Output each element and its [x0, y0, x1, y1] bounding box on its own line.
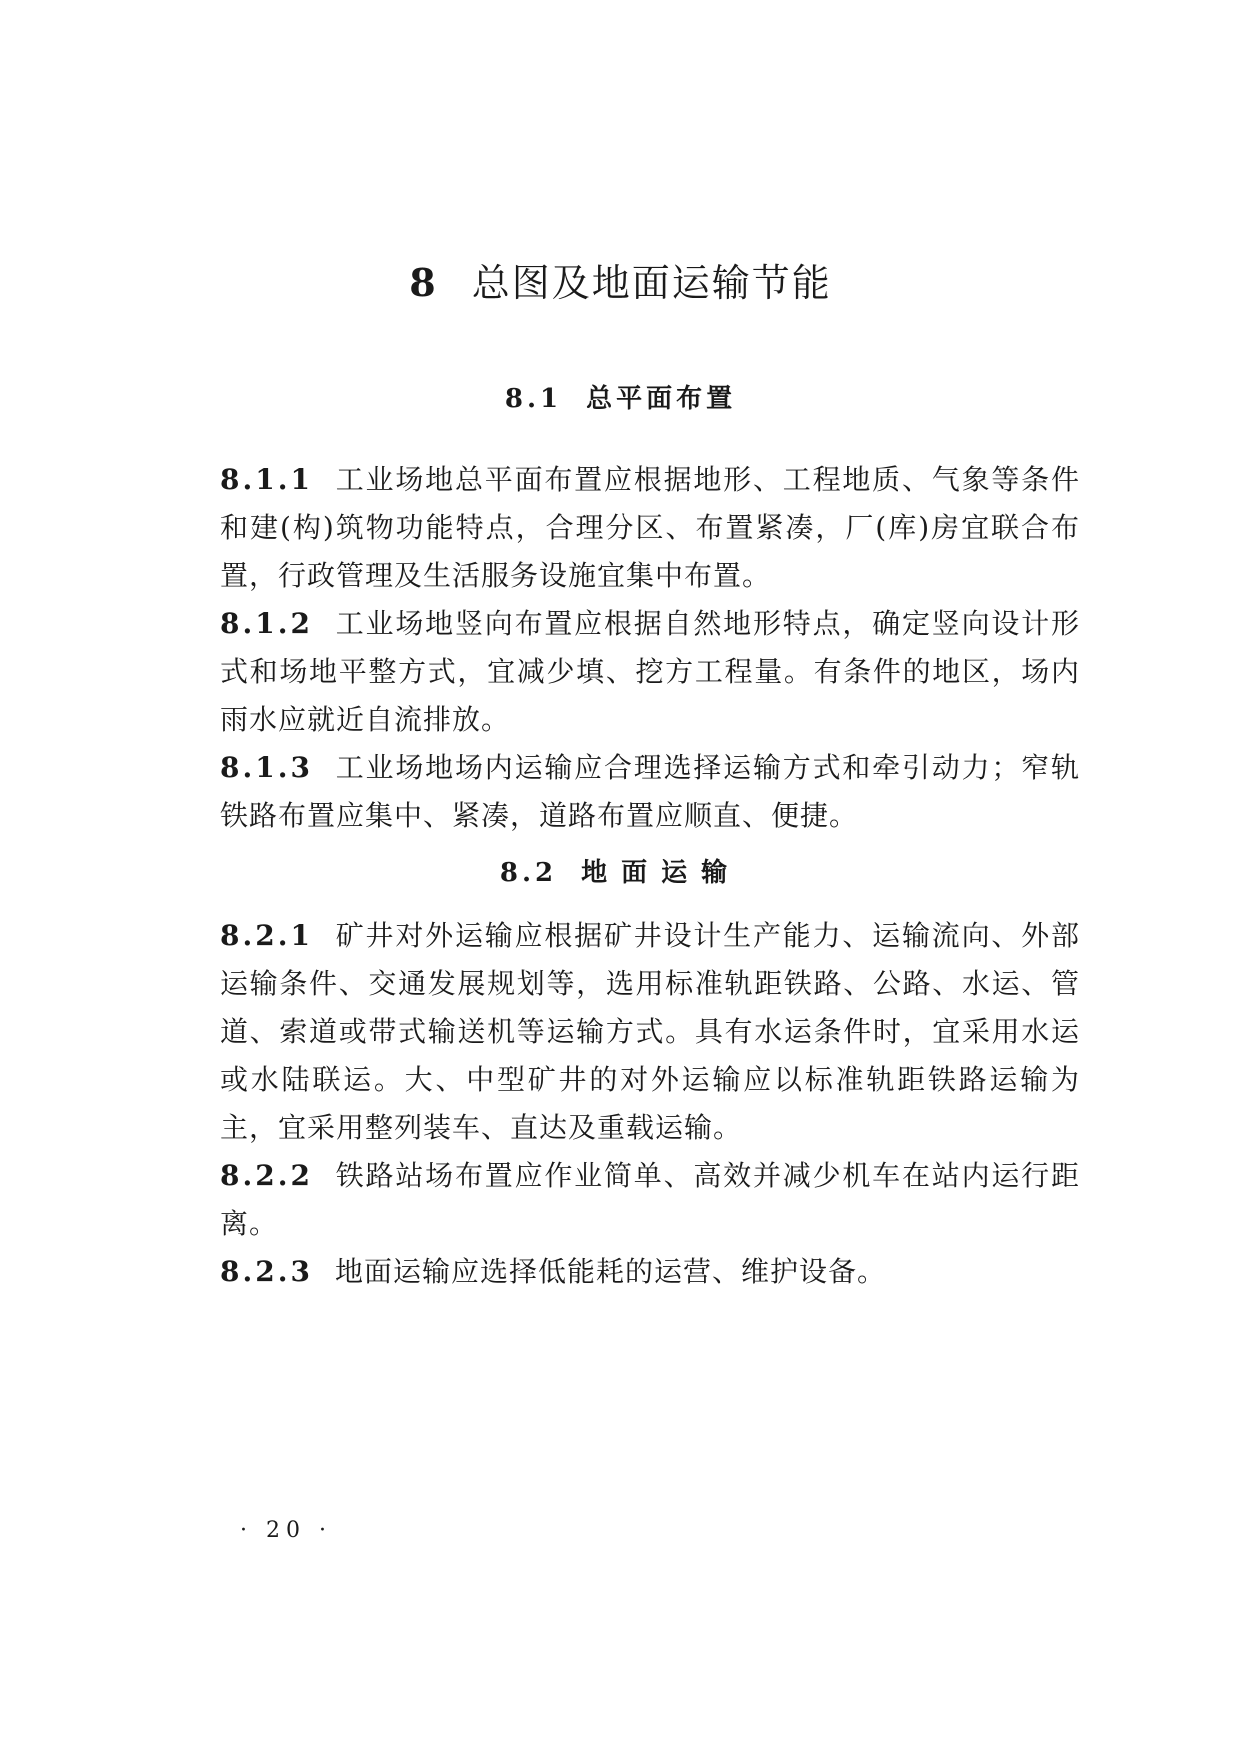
clause-number: 8.2.1 [220, 919, 313, 952]
section-number: 8.1 [504, 384, 563, 414]
clause-8-1-3 [220, 744, 1080, 840]
chapter-title [0, 252, 1241, 307]
clause-text: 地面运输应选择低能耗的运营、维护设备。 [334, 1255, 886, 1288]
clause-text: 矿井对外运输应根据矿井设计生产能力、运输流向、外部运输条件、交通发展规划等，选用标准轨距铁路、公路、水运、管道、索道或带式输送机等运输方式。具有水运条件时，宜采用水运或水陆联运。大、中型矿井的对外运输应以标准轨距铁路运输为主，宜采用整列装车、直达及重载运输。 [220, 919, 1080, 1144]
section-title-8-2 [0, 852, 1241, 889]
clause-text: 工业场地总平面布置应根据地形、工程地质、气象等条件和建(构)筑物功能特点，合理分区、布置紧凑，厂(库)房宜联合布置，行政管理及生活服务设施宜集中布置。 [220, 463, 1080, 592]
section-8-2-clauses [220, 912, 1080, 1296]
page-number: · 20 · [240, 1518, 332, 1543]
chapter-title-text: 总图及地面运输节能 [471, 261, 832, 305]
section-title-8-1 [0, 378, 1241, 415]
clause-8-2-3 [220, 1248, 1080, 1296]
section-title-text: 总平面布置 [586, 384, 737, 414]
clause-text: 工业场地竖向布置应根据自然地形特点，确定竖向设计形式和场地平整方式，宜减少填、挖方工程量。有条件的地区，场内雨水应就近自流排放。 [220, 607, 1080, 736]
clause-number: 8.1.1 [220, 463, 313, 496]
clause-number: 8.1.3 [220, 751, 313, 784]
clause-8-1-1 [220, 456, 1080, 600]
clause-number: 8.2.2 [220, 1159, 313, 1192]
clause-number: 8.1.2 [220, 607, 313, 640]
clause-number: 8.2.3 [220, 1255, 313, 1288]
section-8-1-clauses [220, 456, 1080, 840]
clause-text: 工业场地场内运输应合理选择运输方式和牵引动力；窄轨铁路布置应集中、紧凑，道路布置应顺直、便捷。 [220, 751, 1080, 832]
clause-8-2-2 [220, 1152, 1080, 1248]
clause-8-2-1 [220, 912, 1080, 1152]
section-number: 8.2 [499, 858, 558, 888]
section-title-text: 地面运输 [581, 858, 742, 888]
chapter-number: 8 [409, 260, 438, 305]
clause-8-1-2 [220, 600, 1080, 744]
clause-text: 铁路站场布置应作业简单、高效并减少机车在站内运行距离。 [220, 1159, 1080, 1240]
